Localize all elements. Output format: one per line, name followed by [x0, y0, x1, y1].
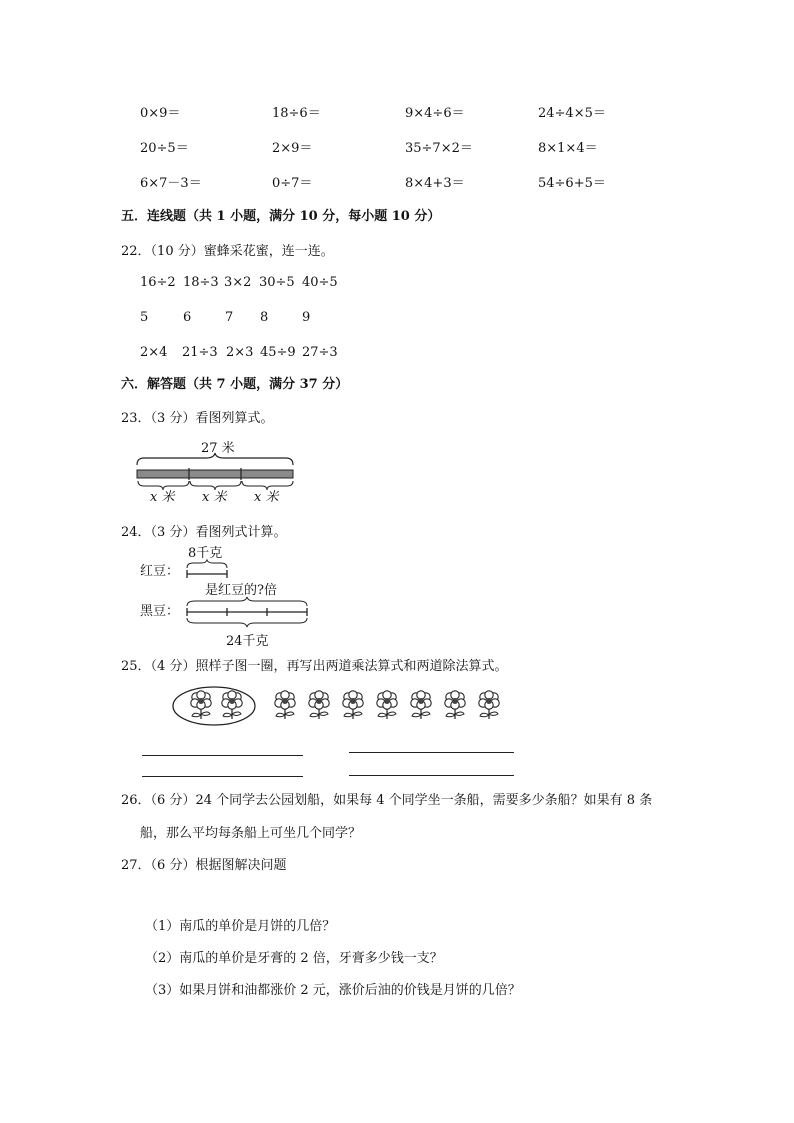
black-bean-label: 黑豆： [140, 604, 180, 619]
question-26-line1: 26．（6 分）24 个同学去公园划船，如果每 4 个同学坐一条船，需要多少条船？如果有 8 条 [121, 793, 653, 808]
question-24-title: 24．（3 分）看图列式计算。 [121, 525, 287, 540]
flower-icon [222, 691, 242, 719]
calc-item: 24÷4×5＝ [538, 106, 606, 121]
calc-item: 6×7－3＝ [140, 176, 202, 191]
segment-diagram [134, 456, 304, 492]
red-bean-value: 8千克 [188, 546, 223, 561]
flowers-illustration [170, 684, 490, 730]
segment-label: x 米 [202, 490, 227, 505]
flower-icon [275, 691, 295, 719]
answer-line[interactable] [142, 776, 303, 777]
flower-icon [343, 691, 363, 719]
flower-icon [445, 691, 465, 719]
question-26-line2: 船，那么平均每条船上可坐几个同学？ [140, 826, 362, 841]
black-bean-value: 24千克 [226, 634, 269, 649]
bee-number: 7 [225, 310, 234, 325]
calc-item: 9×4÷6＝ [405, 106, 465, 121]
total-length-label: 27 米 [201, 441, 235, 456]
flower-icon [191, 691, 211, 719]
flower-icon [377, 691, 397, 719]
red-bean-label: 红豆： [140, 564, 180, 579]
question-22-title: 22．（10 分）蜜蜂采花蜜，连一连。 [121, 244, 334, 259]
question-23-title: 23．（3 分）看图列算式。 [121, 411, 274, 426]
flower-icon [479, 691, 499, 719]
question-25-title: 25．（4 分）照样子图一圈，再写出两道乘法算式和两道除法算式。 [121, 659, 508, 674]
calc-item: 35÷7×2＝ [405, 141, 473, 156]
question-27-sub: （3）如果月饼和油都涨价 2 元，涨价后油的价钱是月饼的几倍？ [145, 983, 521, 998]
section-heading-5: 五．连线题（共 1 小题，满分 10 分，每小题 10 分） [121, 209, 441, 224]
flower-expression: 30÷5 [259, 275, 295, 290]
bee-number: 6 [183, 310, 192, 325]
flower-expression: 2×3 [226, 345, 254, 360]
black-bean-bar [185, 598, 315, 632]
flower-expression: 16÷2 [140, 275, 176, 290]
calc-item: 54÷6+5＝ [538, 176, 606, 191]
segment-label: x 米 [254, 490, 279, 505]
bee-number: 5 [140, 310, 149, 325]
calc-item: 8×4+3＝ [405, 176, 465, 191]
flower-expression: 45÷9 [260, 345, 296, 360]
answer-line[interactable] [349, 775, 514, 776]
answer-line[interactable] [349, 752, 514, 753]
calc-item: 8×1×4＝ [538, 141, 598, 156]
flower-expression: 3×2 [224, 275, 252, 290]
bee-number: 8 [260, 310, 269, 325]
red-bean-bar [185, 560, 235, 580]
segment-label: x 米 [150, 490, 175, 505]
calc-item: 0×9＝ [140, 106, 181, 121]
question-27-sub: （2）南瓜的单价是牙膏的 2 倍，牙膏多少钱一支？ [145, 951, 443, 966]
flower-expression: 18÷3 [183, 275, 219, 290]
calc-item: 0÷7＝ [272, 176, 313, 191]
ratio-label: 是红豆的?倍 [205, 583, 277, 598]
answer-line[interactable] [142, 755, 303, 756]
flower-icon [411, 691, 431, 719]
calc-item: 2×9＝ [272, 141, 313, 156]
question-27-sub: （1）南瓜的单价是月饼的几倍？ [145, 919, 336, 934]
flower-expression: 21÷3 [182, 345, 218, 360]
calc-item: 18÷6＝ [272, 106, 321, 121]
flower-expression: 2×4 [140, 345, 168, 360]
flower-expression: 40÷5 [302, 275, 338, 290]
section-heading-6: 六．解答题（共 7 小题，满分 37 分） [121, 377, 349, 392]
calc-item: 20÷5＝ [140, 141, 189, 156]
flower-expression: 27÷3 [302, 345, 338, 360]
flower-icon [309, 691, 329, 719]
bee-number: 9 [302, 310, 311, 325]
question-27-title: 27．（6 分）根据图解决问题 [121, 858, 287, 873]
